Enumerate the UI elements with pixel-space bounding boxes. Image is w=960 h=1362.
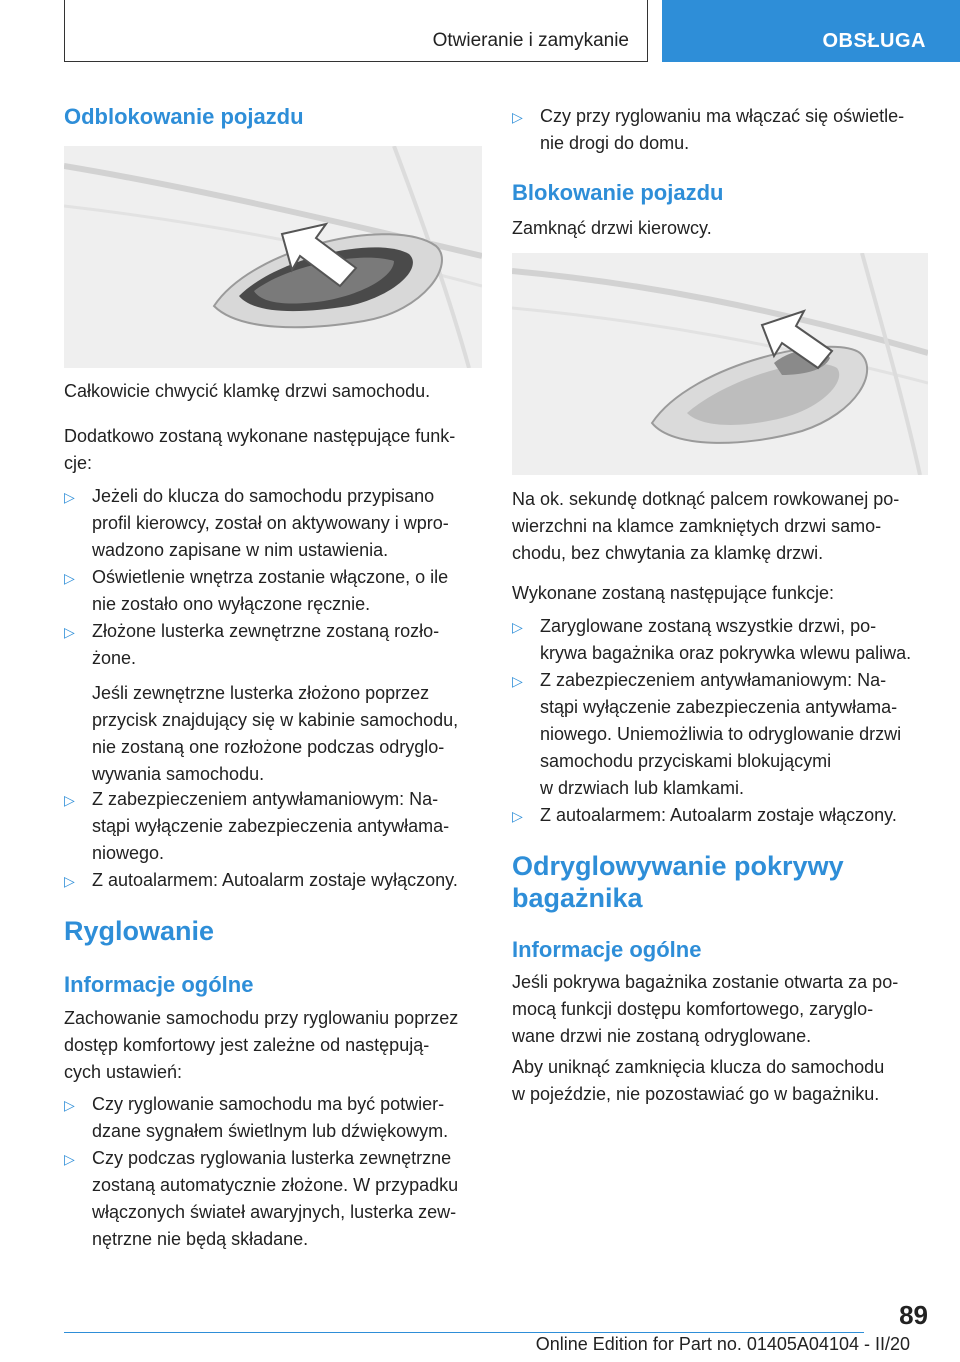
triangle-right-outline-icon: ▷ bbox=[512, 673, 523, 689]
page-number: 89 bbox=[899, 1300, 928, 1330]
triangle-right-outline-icon: ▷ bbox=[64, 1151, 75, 1167]
triangle-right-outline-icon: ▷ bbox=[64, 1097, 75, 1113]
door-handle-grab-illustration bbox=[64, 146, 482, 368]
footer-edition: Online Edition for Part no. 01405A04104 - II/20 bbox=[535, 1334, 910, 1354]
footer-divider bbox=[64, 1332, 864, 1333]
triangle-right-outline-icon: ▷ bbox=[64, 489, 75, 505]
heading-general-info-trunk: Informacje ogólne bbox=[512, 937, 702, 962]
text-close-driver-door: Zamknąć drzwi kierowcy. bbox=[512, 218, 712, 238]
triangle-right-outline-icon: ▷ bbox=[64, 873, 75, 889]
triangle-right-outline-icon: ▷ bbox=[64, 624, 75, 640]
text-touch-handle: Na ok. sekundę dotknąć palcem rowkowanej po- wierzchni na klamce zamkniętych drzwi samo- chodu, bez chwytania za klamkę drzwi. bbox=[512, 489, 900, 563]
door-handle-touch-illustration bbox=[512, 253, 928, 475]
text-trunk-info-2: Aby uniknąć zamknięcia klucza do samochodu w pojeździe, nie pozostawiać go w bagażniku. bbox=[512, 1057, 885, 1104]
triangle-right-outline-icon: ▷ bbox=[512, 109, 523, 125]
heading-general-info: Informacje ogólne bbox=[64, 972, 254, 997]
triangle-right-outline-icon: ▷ bbox=[512, 808, 523, 824]
heading-unlock-vehicle: Odblokowanie pojazdu bbox=[64, 104, 304, 129]
triangle-right-outline-icon: ▷ bbox=[512, 619, 523, 635]
triangle-right-outline-icon: ▷ bbox=[64, 570, 75, 586]
heading-locking: Ryglowanie bbox=[64, 916, 215, 946]
header-section-title: Otwieranie i zamykanie bbox=[432, 30, 629, 51]
heading-trunk-unlocking: Odryglowywanie pokrywy bagażnika bbox=[512, 851, 844, 913]
text-mirror-note: Jeśli zewnętrzne lusterka złożono poprzez przycisk znajdujący się w kabinie samochodu, nie zostaną one rozłożone podczas odryglo- wywania samochodu. bbox=[92, 683, 459, 784]
text-additional-functions: Dodatkowo zostaną wykonane następujące funk- cje: bbox=[64, 426, 456, 473]
header-chapter-tab bbox=[662, 0, 960, 62]
text-functions-executed: Wykonane zostaną następujące funkcje: bbox=[512, 583, 835, 603]
text-trunk-info-1: Jeśli pokrywa bagażnika zostanie otwarta za po- mocą funkcji dostępu komfortowego, zaryglo- wane drzwi nie zostaną odryglowane. bbox=[512, 972, 899, 1046]
triangle-right-outline-icon: ▷ bbox=[64, 792, 75, 808]
header-section-box bbox=[64, 0, 648, 62]
text-grab-handle: Całkowicie chwycić klamkę drzwi samochodu. bbox=[64, 381, 431, 401]
text-general-info: Zachowanie samochodu przy ryglowaniu poprzez dostęp komfortowy jest zależne od następują- cych ustawień: bbox=[64, 1008, 459, 1082]
header-chapter-title: OBSŁUGA bbox=[822, 30, 926, 52]
heading-lock-vehicle: Blokowanie pojazdu bbox=[512, 180, 724, 205]
